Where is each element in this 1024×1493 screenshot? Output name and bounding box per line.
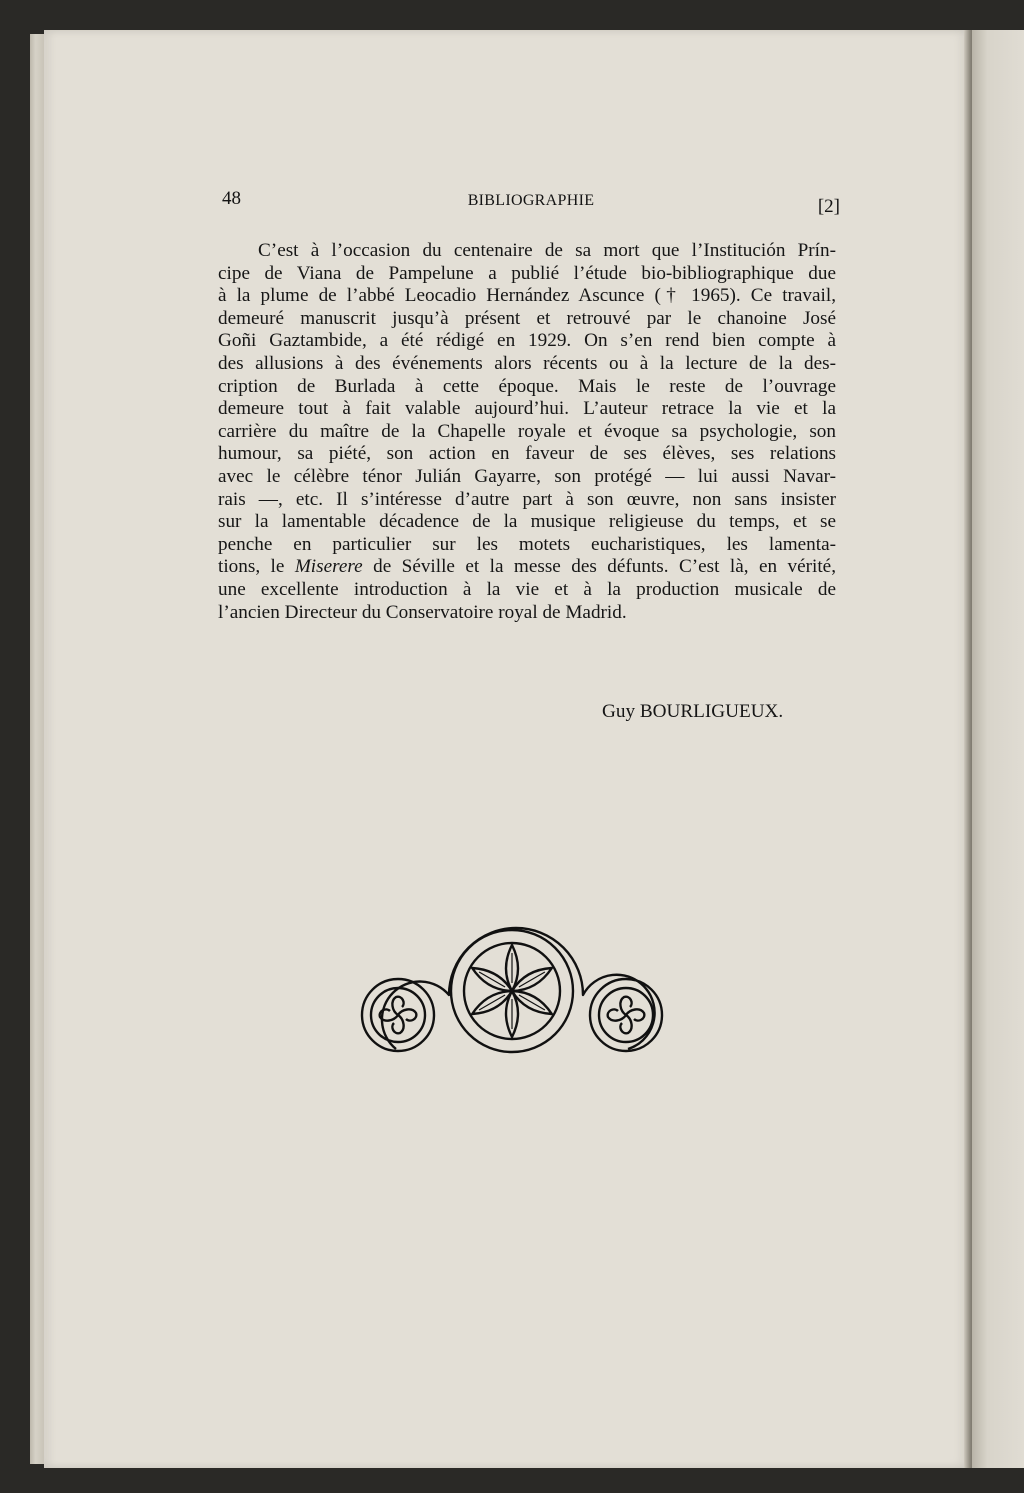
author-signature: Guy BOURLIGUEUX. <box>602 701 784 722</box>
text-line: penche en particulier sur les motets eucharistiques, les lamenta- <box>218 533 836 555</box>
facing-page-edge <box>972 30 1024 1468</box>
text-line: à la plume de l’abbé Leocadio Hernández Ascunce († 1965). Ce travail, <box>218 285 836 307</box>
text-line: demeuré manuscrit jusqu’à présent et retrouvé par le chanoine José <box>218 307 836 329</box>
review-paragraph <box>218 240 836 624</box>
text-line: cipe de Viana de Pampelune a publié l’étude bio-bibliographique due <box>218 262 836 284</box>
basque-rosette-ornament-icon <box>356 925 668 1059</box>
running-head: BIBLIOGRAPHIE <box>467 192 595 209</box>
folio-number: [2] <box>817 196 840 217</box>
text-fragment: de Séville et la messe des défunts. C’est là, en vérité, <box>362 556 836 578</box>
italic-title-miserere: Miserere <box>294 556 363 578</box>
page-header <box>222 186 840 218</box>
text-line: C’est à l’occasion du centenaire de sa mort que l’Institución Prín- <box>258 240 836 261</box>
page-number: 48 <box>222 188 241 209</box>
text-line-with-italic <box>218 556 836 579</box>
text-line: une excellente introduction à la vie et à la production musicale de <box>218 578 836 600</box>
text-line-last: l’ancien Directeur du Conservatoire royal de Madrid. <box>218 601 627 623</box>
page-stack-edge <box>30 34 44 1464</box>
text-fragment: tions, le <box>218 556 295 578</box>
text-line: Goñi Gaztambide, a été rédigé en 1929. On s’en rend bien compte à <box>218 330 836 352</box>
text-line: avec le célèbre ténor Julián Gayarre, son protégé — lui aussi Navar- <box>218 465 836 487</box>
text-line: carrière du maître de la Chapelle royale et évoque sa psychologie, son <box>218 420 836 442</box>
text-line: des allusions à des événements alors récents ou à la lecture de la des- <box>218 352 836 374</box>
text-line: cription de Burlada à cette époque. Mais le reste de l’ouvrage <box>218 375 836 397</box>
text-line: sur la lamentable décadence de la musique religieuse du temps, et se <box>218 511 836 533</box>
text-line: rais —, etc. Il s’intéresse d’autre part à son œuvre, non sans insister <box>218 488 836 510</box>
text-line: demeure tout à fait valable aujourd’hui. L’auteur retrace la vie et la <box>218 398 836 420</box>
text-line: humour, sa piété, son action en faveur de ses élèves, ses relations <box>218 443 836 465</box>
